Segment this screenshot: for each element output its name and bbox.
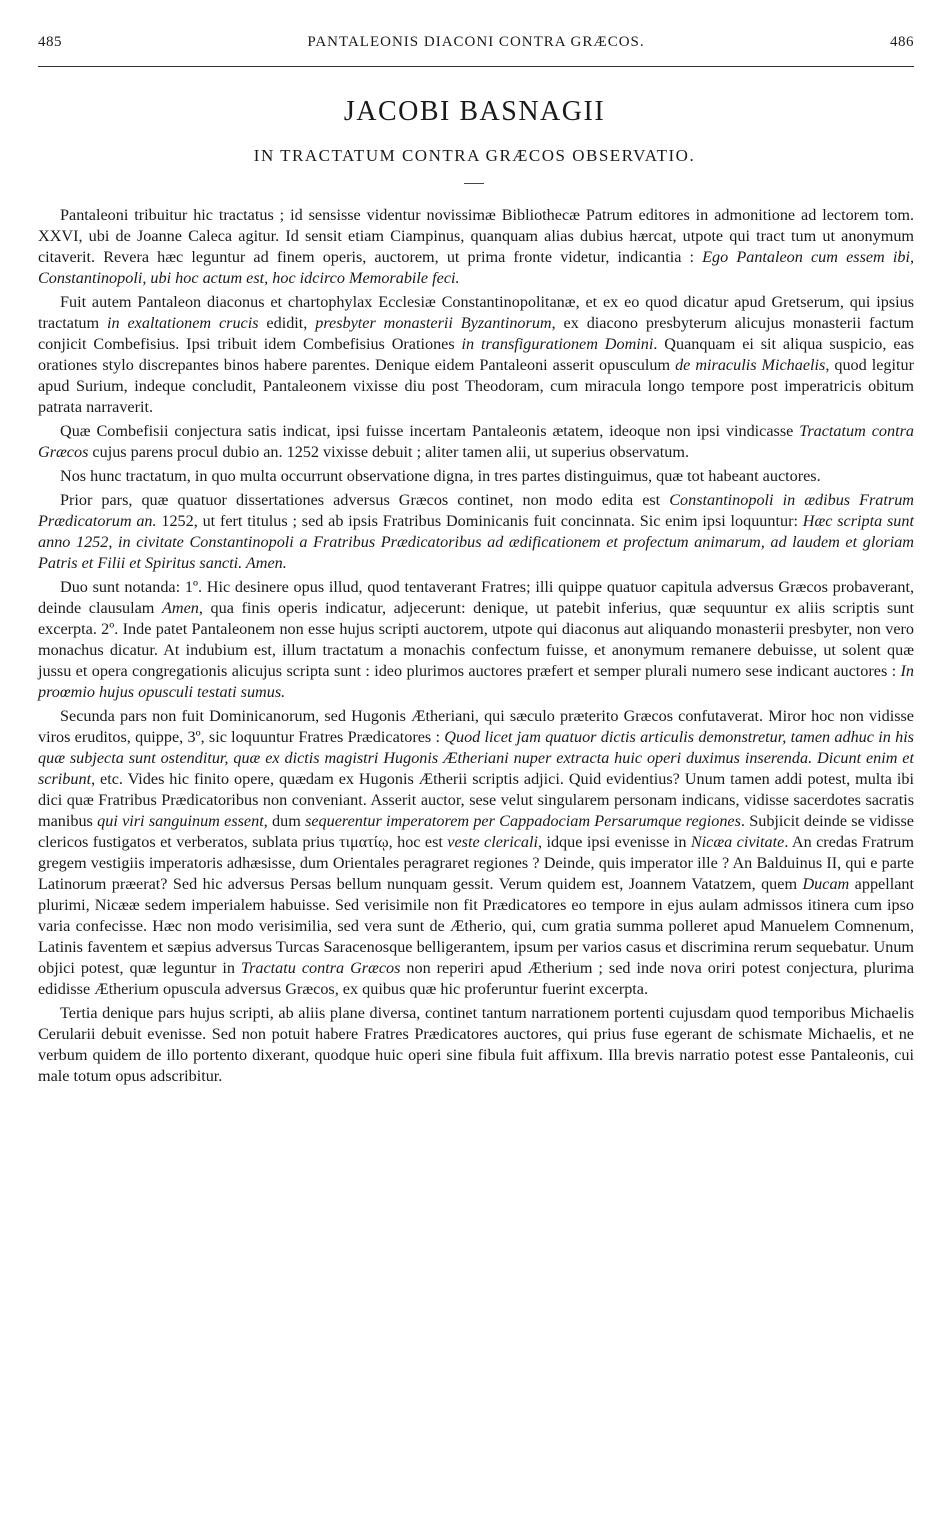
body-text — [38, 205, 914, 1087]
italic-text: Quod licet jam quatuor dictis articulis demonstretur, tamen adhuc in his quæ subjecta sunt ostenditur, quæ ex dictis magistri Hugonis Ætheriani nuper extracta huic operi duximus inserenda. Dicunt enim et scribunt — [38, 728, 914, 788]
italic-text: Constantinopoli in ædibus Fratrum Prædicatorum an. — [38, 491, 914, 530]
text-run: Nos hunc tractatum, in quo multa occurrunt observatione digna, in tres partes distinguimus, quæ tot habeant auctores. — [60, 467, 821, 485]
text-run: . Subjicit deinde se vidisse clericos fustigatos et verberatos, sublata prius τιματίῳ, hoc est — [38, 812, 914, 851]
text-run: Prior pars, quæ quatuor dissertationes adversus Græcos continet, non modo edita est — [60, 491, 670, 509]
header-rule — [38, 66, 914, 67]
paragraph — [38, 466, 914, 487]
text-run: Pantaleoni tribuitur hic tractatus ; id sensisse videntur novissimæ Bibliothecæ Patrum editores in admonitione ad lectorem tom. XXVI, ubi de Joanne Caleca agitur. Id sensit etiam Ciampinus, quanquam alias dubius hærcat, utpote qui tract tum ut anonymum citaverit. Revera hæc leguntur ad finem operis, auctorem, ut prima fronte videtur, indicantia : — [38, 206, 914, 266]
text-run: , etc. Vides hic finito opere, quædam ex Hugonis Ætherii scriptis adjici. Quid evidentius? Unum tamen addi potest, multa ibi dici quæ Fratribus Prædicatoribus non conveniant. Asserit auctor, sese velut singularem personam indicans, vidisse sacerdotes sacratis manibus — [38, 770, 914, 830]
text-run: Fuit autem Pantaleon diaconus et chartophylax Ecclesiæ Constantinopolitanæ, et ex eo quod dicatur apud Gretserum, qui ipsius tractatum — [38, 293, 914, 332]
italic-text: Ego Pantaleon cum essem ibi, Constantinopoli, ubi hoc actum est, hoc idcirco Memorabile feci. — [38, 248, 915, 287]
italic-text: veste clericali — [447, 833, 538, 851]
text-run: 1252, ut fert titulus ; sed ab ipsis Fratribus Dominicanis fuit concinnata. Sic enim ipsi loquuntur: — [156, 512, 803, 530]
italic-text: de miraculis Michaelis — [675, 356, 826, 374]
italic-text: in exaltationem crucis — [107, 314, 259, 332]
paragraph — [38, 205, 914, 289]
text-run: . Quanquam ei sit aliqua suspicio, eas orationes stylo discrepantes binos habere parentes. Denique eidem Pantaleoni asserit opusculum — [38, 335, 914, 374]
italic-text: in transfigurationem Domini — [461, 335, 654, 353]
text-run: cujus parens procul dubio an. 1252 vixisse debuit ; aliter tamen alii, ut superius observatum. — [88, 443, 689, 461]
italic-text: Hæc scripta sunt anno 1252, in civitate Constantinopoli a Fratribus Prædicatoribus ad ædificationem et profectum animarum, ad laudem et gloriam Patris et Filii et Spiritus sancti. Amen. — [38, 512, 914, 572]
text-run: , dum — [263, 812, 306, 830]
running-title: PANTALEONIS DIACONI CONTRA GRÆCOS. — [307, 34, 645, 50]
text-run: appellant plurimi, Nicææ sedem imperialem habuisse. Sed verisimile non fit Prædicatores eo tempore in ejus aulam admissos itinera cum ipso varia confecisse. Hæc non modo verisimilia, sed vera sunt de Ætherio, qui, cum gratia summa polleret apud Manuelem Comnenum, Latinis faventem et sæpius adversus Turcas Saracenosque belligerantem, ipsum per varios casus et discrimina rerum sequebatur. Unum objici potest, quæ leguntur in — [38, 875, 914, 977]
paragraph — [38, 1003, 914, 1087]
paragraph — [38, 421, 914, 463]
text-run: . An credas Fratrum gregem vestigiis imperatoris adhæsisse, dum Orientales peragraret regiones ? Deinde, quis imperator ille ? An Balduinus II, qui e parte Latinorum præerat? Sed hic adversus Persas bellum nunquam gessit. Verum quidem est, Joannem Vatatzem, quem — [38, 833, 914, 893]
italic-text: Amen — [162, 599, 199, 617]
page-number-left: 485 — [38, 34, 62, 50]
text-run: Duo sunt notanda: 1º. Hic desinere opus illud, quod tentaverant Fratres; illi quippe quatuor capitula adversus Græcos probaverant, deinde clausulam — [38, 578, 914, 617]
italic-text: Ducam — [802, 875, 850, 893]
text-run: , ex diacono presbyterum alicujus monasterii factum conjicit Combefisius. Ipsi tribuit idem Combefisius Orationes — [38, 314, 914, 353]
text-run: Secunda pars non fuit Dominicanorum, sed Hugonis Ætheriani, qui sæculo præterito Græcos confutaverat. Miror hoc non vidisse viros eruditos, quippe, 3º, sic loquuntur Fratres Prædicatores : — [38, 707, 914, 746]
text-run: Tertia denique pars hujus scripti, ab aliis plane diversa, continet tantum narrationem portenti cujusdam quod temporibus Michaelis Cerularii debuit evenisse. Sed non potuit habere Fratres Prædicatores auctores, qui prius fuse egerant de schismate Michaelis, et ne verbum quidem de illo portento dixerant, quodque huic operi sine fibula fuit affixum. Illa brevis narratio potest esse Pantaleonis, cui male totum opus adscribitur. — [38, 1004, 914, 1085]
page-number-right: 486 — [890, 34, 914, 50]
document-title: JACOBI BASNAGII — [343, 96, 606, 127]
document-subtitle: IN TRACTATUM CONTRA GRÆCOS OBSERVATIO. — [253, 146, 696, 165]
italic-text: sequerentur imperatorem per Cappadociam Persarumque regiones — [305, 812, 741, 830]
paragraph — [38, 490, 914, 574]
text-run: , qua finis operis indicatur, adjecerunt: denique, ut patebit inferius, quæ sequuntur ex aliis scriptis sunt excerpta. 2º. Inde patet Pantaleonem non esse hujus scripti auctorem, utpote qui diaconus aut aliquando monasterii presbyter, non vero monachus dicatur. At indubium est, illum tractatum a monachis confectum fuisse, et anonymum remanere debuisse, ut solent quæ jussu et opera congregationis alicujus scripta sunt : ideo plurimos auctores præfert et semper plurali numero sese indicant auctores : — [38, 599, 914, 680]
italic-text: Nicæa civitate — [690, 833, 785, 851]
text-run: , quod legitur apud Surium, indeque concludit, Pantaleonem vixisse diu post Theodoram, cum miracula longo tempore post imperatricis obitum patrata narraverit. — [38, 356, 914, 416]
italic-text: presbyter monasterii Byzantinorum — [315, 314, 552, 332]
italic-text: Tractatu contra Græcos — [240, 959, 401, 977]
paragraph — [38, 706, 914, 1000]
text-run: , idque ipsi evenisse in — [538, 833, 691, 851]
text-run: Quæ Combefisii conjectura satis indicat, ipsi fuisse incertam Pantaleonis ætatem, ideoque non ipsi vindicasse — [60, 422, 800, 440]
italic-text: In proœmio hujus opusculi testati sumus. — [38, 662, 914, 701]
text-run: non reperiri apud Ætherium ; sed inde nova oriri potest conjectura, plurima edidisse Ætherium opuscula adversus Græcos, ex quibus quæ hic proferuntur fuerint excerpta. — [38, 959, 914, 998]
page-header — [38, 34, 914, 60]
paragraph — [38, 292, 914, 418]
text-run: edidit, — [258, 314, 316, 332]
italic-text: Tractatum contra Græcos — [38, 422, 914, 461]
italic-text: qui viri sanguinum essent — [97, 812, 264, 830]
title-divider — [464, 183, 484, 184]
paragraph — [38, 577, 914, 703]
